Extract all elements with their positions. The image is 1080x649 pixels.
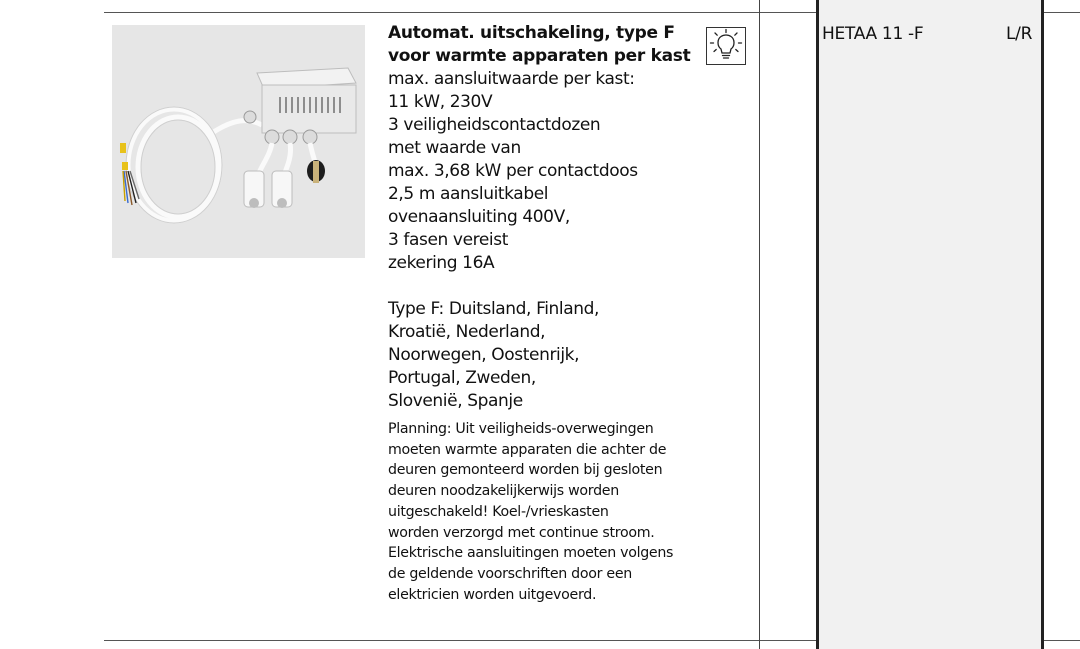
spec-line: ovenaansluiting 400V, xyxy=(388,207,570,227)
spec-line: max. aansluitwaarde per kast: xyxy=(388,69,635,89)
spec-line: 2,5 m aansluitkabel xyxy=(388,184,549,204)
product-description xyxy=(388,22,718,605)
product-title-line: Automat. uitschakeling, type F xyxy=(388,23,675,43)
country-line: Portugal, Zweden, xyxy=(388,368,536,388)
planning-line: de geldende voorschriften door een xyxy=(388,565,632,582)
country-line: Type F: Duitsland, Finland, xyxy=(388,299,600,319)
column-divider-description xyxy=(759,0,760,649)
planning-line: worden verzorgd met continue stroom. xyxy=(388,524,655,541)
spec-line: zekering 16A xyxy=(388,253,495,273)
column-divider-code-left xyxy=(816,0,819,649)
code-column-shade xyxy=(818,0,1042,649)
planning-line: Planning: Uit veiligheids-overwegingen xyxy=(388,421,654,437)
product-specs xyxy=(388,68,718,275)
planning-line: moeten warmte apparaten die achter de xyxy=(388,441,667,458)
country-line: Slovenië, Spanje xyxy=(388,391,523,411)
product-image xyxy=(112,25,365,258)
lightbulb-icon xyxy=(706,27,746,65)
planning-line: elektricien worden uitgevoerd. xyxy=(388,586,597,603)
planning-line: deuren gemonteerd worden bij gesloten xyxy=(388,462,663,479)
column-divider-code-right xyxy=(1041,0,1044,649)
spec-line: met waarde van xyxy=(388,138,521,158)
country-line: Noorwegen, Oostenrijk, xyxy=(388,345,580,365)
planning-note xyxy=(388,419,718,605)
spec-line: max. 3,68 kW per contactdoos xyxy=(388,161,638,181)
article-code: HETAA 11 -F xyxy=(822,24,924,44)
planning-line: deuren noodzakelijkerwijs worden xyxy=(388,483,619,500)
spec-line: 3 fasen vereist xyxy=(388,230,508,250)
product-title xyxy=(388,22,718,68)
country-list xyxy=(388,298,718,413)
door-side-label: L/R xyxy=(1006,24,1033,44)
country-line: Kroatië, Nederland, xyxy=(388,322,546,342)
planning-line: uitgeschakeld! Koel-/vrieskasten xyxy=(388,503,609,520)
product-title-line: voor warmte apparaten per kast xyxy=(388,46,691,66)
planning-line: Elektrische aansluitingen moeten volgens xyxy=(388,545,674,562)
spec-line: 11 kW, 230V xyxy=(388,92,493,112)
spec-line: 3 veiligheidscontactdozen xyxy=(388,115,601,135)
